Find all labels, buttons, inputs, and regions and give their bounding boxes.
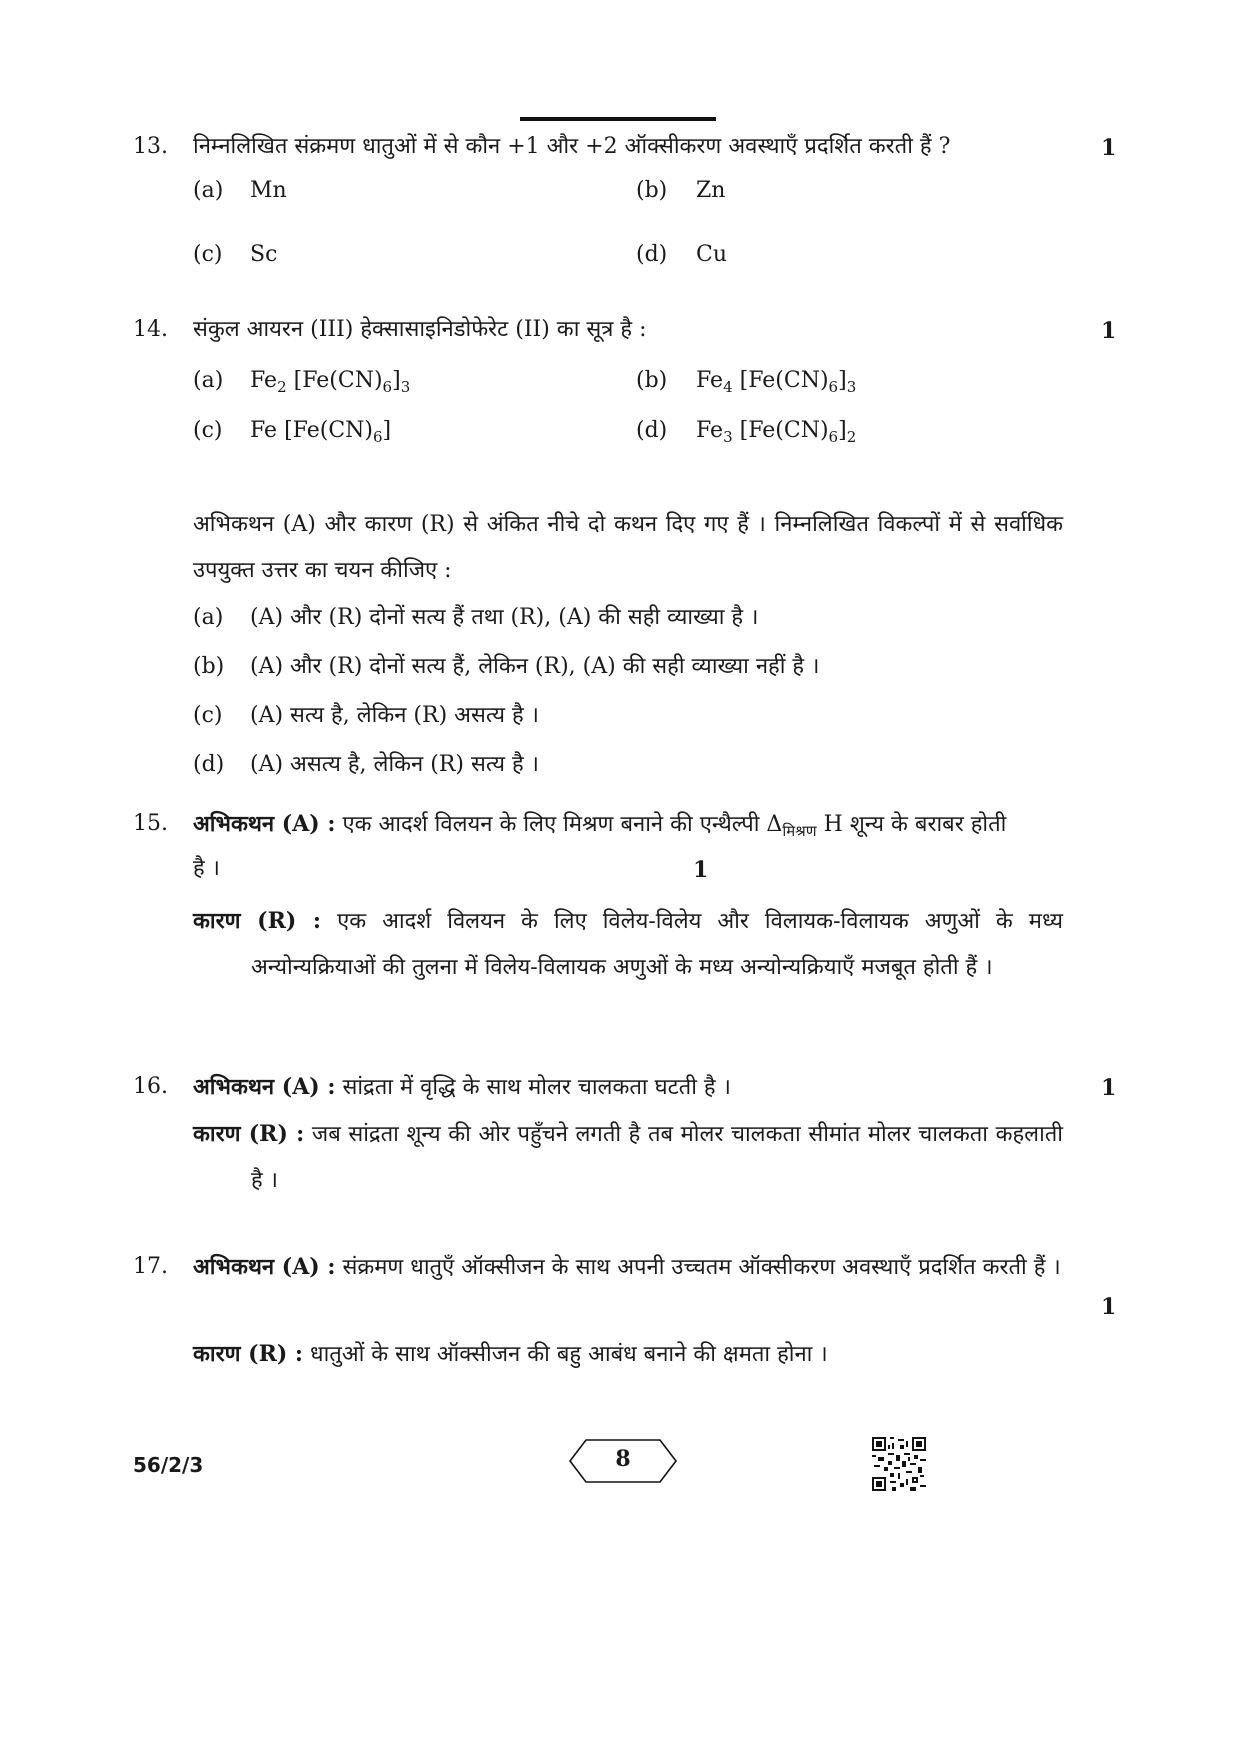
option-label: (b) [193, 654, 225, 679]
assertion-label: अभिकथन (A) : [193, 1254, 336, 1280]
subscript: 4 [723, 378, 733, 396]
assertion-line-2: है । [193, 856, 221, 881]
formula-part: ] [392, 368, 401, 393]
option-text: Cu [696, 242, 728, 267]
formula-option-b [696, 366, 856, 396]
formula-option-c [250, 416, 391, 446]
formula-part: Fe [696, 418, 724, 443]
subscript: 3 [400, 378, 411, 396]
subscript: 3 [723, 428, 733, 446]
formula-part: ] [838, 368, 847, 393]
formula-part: ] [838, 418, 847, 443]
top-rule [520, 117, 716, 121]
option-label: (c) [193, 242, 223, 267]
option-text: Sc [250, 242, 278, 267]
formula-part: Fe [250, 368, 278, 393]
option-text: (A) सत्य है, लेकिन (R) असत्य है । [250, 703, 539, 728]
question-text: संकुल आयरन (III) हेक्सासाइनिडोफेरेट (II) का सूत्र है : [193, 317, 647, 342]
marks: 1 [693, 857, 709, 883]
formula-part: ] [382, 418, 392, 443]
formula-part: [Fe(CN) [732, 418, 829, 443]
reason-text: धातुओं के साथ ऑक्सीजन की बहु आबंध बनाने की क्षमता होना । [310, 1342, 828, 1367]
subscript: 6 [382, 378, 393, 396]
option-label: (d) [636, 242, 668, 267]
subscript: 6 [373, 428, 383, 446]
assertion-text: संक्रमण धातुएँ ऑक्सीजन के साथ अपनी उच्चतम ऑक्सीकरण अवस्थाएँ प्रदर्शित करती हैं । [342, 1255, 1061, 1280]
question-number: 16. [133, 1074, 168, 1099]
option-label: (a) [193, 605, 224, 630]
formula-part: [Fe(CN) [732, 368, 829, 393]
option-label: (d) [636, 418, 668, 443]
option-text: (A) और (R) दोनों सत्य हैं तथा (R), (A) की सही व्याख्या है । [250, 605, 759, 630]
assertion-line [193, 809, 1063, 840]
reason-text: एक आदर्श विलयन के लिए विलेय-विलेय और विलायक-विलायक अणुओं के मध्य अन्योन्यक्रियाओं की तुलना में विलेय-विलायक अणुओं के मध्य अन्योन्यक्रियाएँ मजबूत होती हैं । [251, 909, 1063, 980]
assertion-line [193, 1072, 1063, 1103]
marks: 1 [1101, 1075, 1117, 1101]
formula-part: Fe [696, 368, 724, 393]
question-text: निम्नलिखित संक्रमण धातुओं में से कौन +1 और +2 ऑक्सीकरण अवस्थाएँ प्रदर्शित करती हैं ? [193, 134, 951, 159]
question-number: 14. [133, 317, 168, 342]
subscript: 2 [846, 428, 857, 446]
reason-text: जब सांद्रता शून्य की ओर पहुँचने लगती है तब मोलर चालकता सीमांत मोलर चालकता कहलाती है । [251, 1122, 1064, 1193]
option-text: (A) और (R) दोनों सत्य हैं, लेकिन (R), (A) की सही व्याख्या नहीं है । [250, 654, 820, 679]
option-text: (A) असत्य है, लेकिन (R) सत्य है । [250, 752, 539, 777]
reason-label: कारण (R) : [193, 1341, 304, 1367]
option-label: (c) [193, 418, 223, 443]
question-number: 15. [133, 811, 168, 836]
question-number: 17. [133, 1254, 168, 1279]
formula-option-a [250, 366, 410, 396]
option-label: (c) [193, 703, 223, 728]
subscript: 3 [846, 378, 857, 396]
subscript: 6 [828, 378, 839, 396]
option-label: (b) [636, 368, 668, 393]
instructions-text: अभिकथन (A) और कारण (R) से अंकित नीचे दो कथन दिए गए हैं । निम्नलिखित विकल्पों में से सर्वाधिक उपयुक्त उत्तर का चयन कीजिए : [193, 512, 1063, 583]
marks: 1 [1101, 318, 1117, 344]
question-number: 13. [133, 134, 168, 159]
qr-code-icon [872, 1437, 926, 1491]
paper-code: 56/2/3 [133, 1453, 204, 1477]
reason-label: कारण (R) : [193, 908, 322, 934]
reason-label: कारण (R) : [193, 1121, 305, 1147]
assertion-text: सांद्रता में वृद्धि के साथ मोलर चालकता घटती है । [342, 1075, 731, 1100]
assertion-label: अभिकथन (A) : [193, 1074, 336, 1100]
subscript: 6 [828, 428, 839, 446]
subscript: 2 [277, 378, 287, 396]
reason-line [193, 1339, 1063, 1370]
reason-block [193, 898, 1063, 991]
assertion-label: अभिकथन (A) : [193, 811, 336, 837]
option-label: (a) [193, 178, 224, 203]
assertion-text: एक आदर्श विलयन के लिए मिश्रण बनाने की एन्थैल्पी Δ [342, 812, 783, 837]
marks: 1 [1101, 1294, 1117, 1320]
assertion-block [193, 1244, 1063, 1291]
formula-part: Fe [Fe(CN) [250, 418, 373, 443]
assertion-text-end: H शून्य के बराबर होती [816, 812, 1007, 837]
page-number: 8 [615, 1446, 631, 1472]
delta-subscript: मिश्रण [782, 822, 817, 840]
option-label: (a) [193, 368, 224, 393]
option-label: (d) [193, 752, 225, 777]
option-text: Zn [696, 178, 726, 203]
reason-block [193, 1111, 1063, 1204]
formula-part: [Fe(CN) [286, 368, 383, 393]
option-text: Mn [250, 178, 287, 203]
marks: 1 [1101, 135, 1117, 161]
option-label: (b) [636, 178, 668, 203]
page-number-box [568, 1438, 678, 1484]
formula-option-d [696, 416, 856, 446]
